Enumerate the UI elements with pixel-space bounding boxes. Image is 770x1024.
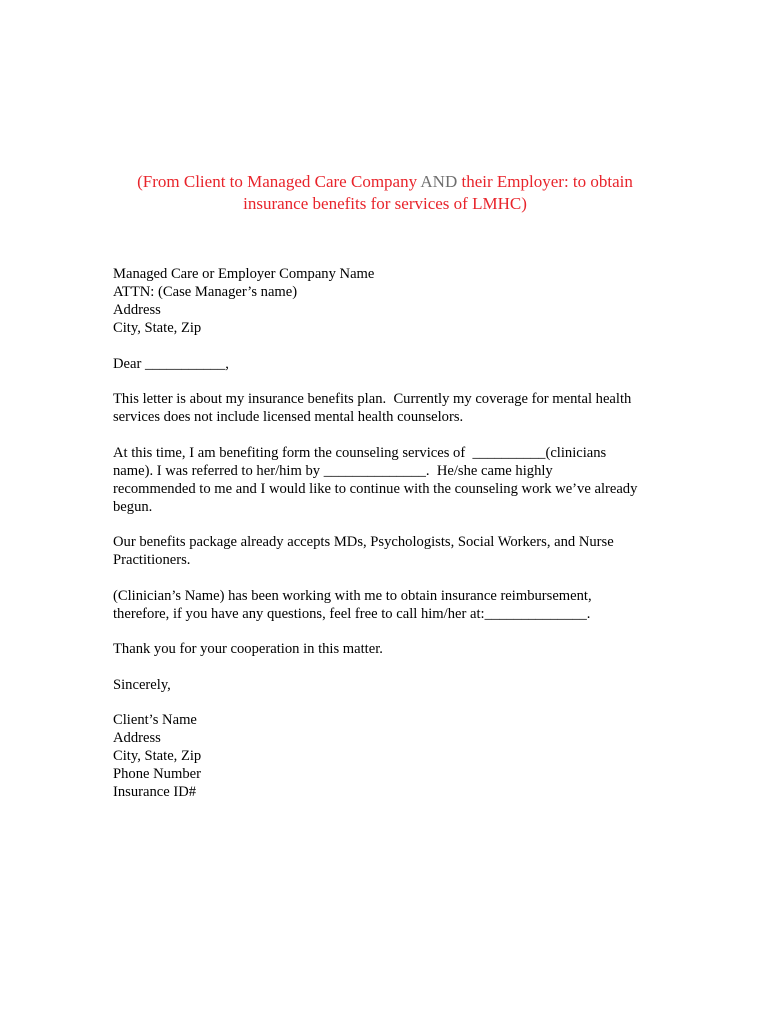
address-line: Address: [113, 302, 161, 318]
paragraph-clinician-referral: [113, 444, 693, 516]
title-and: AND: [420, 172, 458, 191]
address-line: ATTN: (Case Manager’s name): [113, 284, 298, 300]
paragraph-line: (Clinician’s Name) has been working with me to obtain insurance reimbursement,: [113, 588, 592, 604]
address-line: City, State, Zip: [113, 320, 202, 336]
address-line: Managed Care or Employer Company Name: [113, 266, 375, 282]
title-part-1: (From Client to Managed Care Company: [137, 172, 421, 191]
signature-line: Phone Number: [113, 766, 201, 782]
salutation: [113, 355, 693, 373]
signature-line: Address: [113, 730, 161, 746]
title-line-2: insurance benefits for services of LMHC): [243, 194, 527, 213]
paragraph-line: begun.: [113, 499, 153, 515]
paragraph-line: Our benefits package already accepts MDs, Psychologists, Social Workers, and Nurse: [113, 534, 614, 550]
paragraph-line: services does not include licensed mental health counselors.: [113, 409, 464, 425]
signature-line: City, State, Zip: [113, 748, 202, 764]
paragraph-benefits-package: [113, 533, 693, 569]
paragraph-line: name). I was referred to her/him by ______________. He/she came highly: [113, 463, 553, 479]
paragraph-line: Practitioners.: [113, 552, 191, 568]
letter-title: [60, 171, 710, 215]
closing: [113, 676, 693, 694]
paragraph-thanks: [113, 640, 693, 658]
closing-text: Sincerely,: [113, 677, 171, 693]
paragraph-line: recommended to me and I would like to continue with the counseling work we’ve already: [113, 481, 638, 497]
title-part-2: their Employer: to obtain: [457, 172, 633, 191]
paragraph-line: Thank you for your cooperation in this matter.: [113, 641, 383, 657]
signature-block: [113, 711, 693, 801]
signature-line: Insurance ID#: [113, 784, 197, 800]
paragraph-line: therefore, if you have any questions, feel free to call him/her at:______________.: [113, 606, 591, 622]
paragraph-coverage: [113, 390, 693, 426]
signature-line: Client’s Name: [113, 712, 197, 728]
recipient-address-block: [113, 265, 693, 337]
paragraph-contact: [113, 587, 693, 623]
salutation-text: Dear ___________,: [113, 356, 229, 372]
paragraph-line: This letter is about my insurance benefits plan. Currently my coverage for mental health: [113, 391, 632, 407]
paragraph-line: At this time, I am benefiting form the counseling services of __________(clinicians: [113, 445, 607, 461]
